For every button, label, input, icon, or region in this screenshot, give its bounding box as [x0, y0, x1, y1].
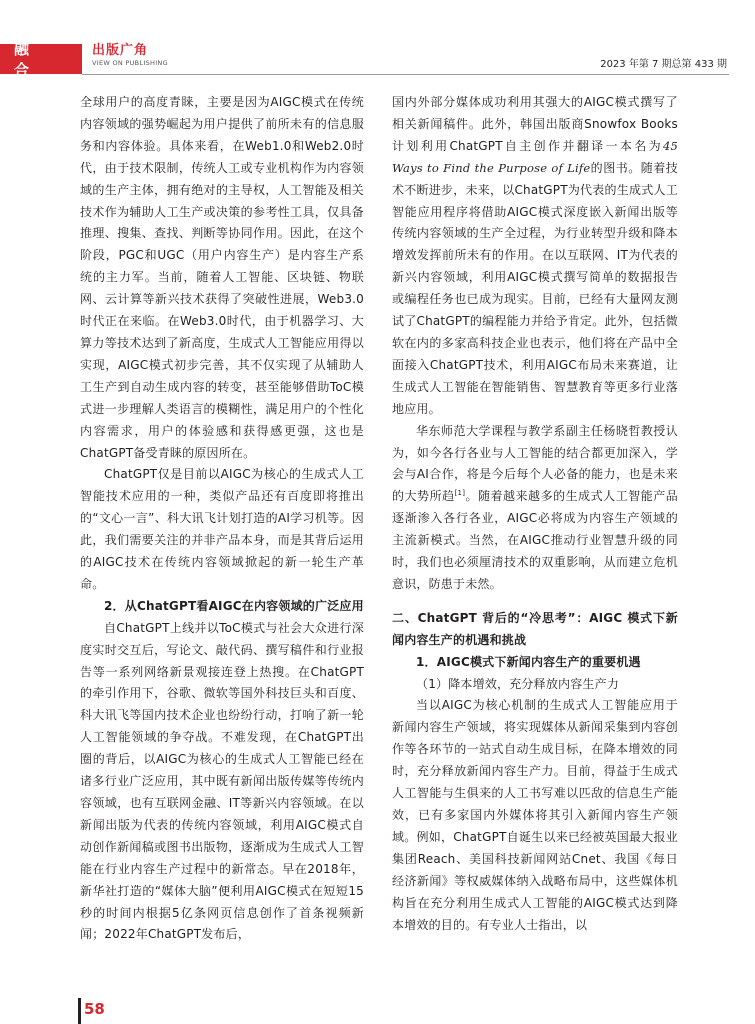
paragraph: 全球用户的高度青睐，主要是因为AIGC模式在传统内容领域的强势崛起为用户提供了前所未有的信息服务和内容体验。具体来看，在Web1.0和Web2.0时代，由于技术限制，传统人工或专业机构作为内容领域的生产主体，拥有绝对的主导权，人工智能及相关技术作为辅助人工生产或决策的参考性工具，仅具备推理、搜集、查找、判断等协同作用。因此，在这个阶段，PGC和UGC（用户内容生产）是内容生产系统的主力军。当前，随着人工智能、区块链、物联网、云计算等新兴技术获得了突破性进展，Web3.0时代正在来临。在Web3.0时代，由于机器学习、大算力等技术达到了新高度，生成式人工智能应用得以实现，AIGC模式初步完善，其不仅实现了从辅助人工生产到自动生成内容的转变，甚至能够借助ToC模式进一步理解人类语言的模糊性，满足用户的个性化内容需求，用户的体验感和获得感更强，这也是ChatGPT备受青睐的原因所在。: [80, 95, 364, 460]
journal-brand: [92, 43, 168, 68]
paragraph: 当以AIGC为核心机制的生成式人工智能应用于新闻内容生产领域，将实现媒体从新闻采集到内容创作等各环节的一站式自动生成目标，在降本增效的同时，充分释放新闻内容生产力。目前，得益于生成式人工智能与生俱来的人工书写难以匹敌的信息生产能效，已有多家国内外媒体将其引入新闻内容生产领域。例如，ChatGPT自诞生以来已经被英国最大报业集团Reach、美国科技新闻网站Cnet、我国《每日经济新闻》等权威媒体纳入战略布局中，这些媒体机构旨在充分利用生成式人工智能的AIGC模式达到降本增效的目的。有专业人士指出，以: [392, 698, 678, 932]
paragraph: 华东师范大学课程与教学系副主任杨晓哲教授认为，如今各行各业与人工智能的结合都更加深入，学会与AI合作，将是今后每个人必备的能力，也是未来的大势所趋[1]。随着越来越多的生成式人工智能产品逐渐渗入各行各业，AIGC必将成为内容生产领域的主流新模式。当然，在AIGC推动行业智慧升级的同时，我们也必须厘清技术的双重影响，从而建立危机意识，防患于未然。: [392, 423, 678, 591]
paragraph: 国内外部分媒体成功利用其强大的AIGC模式撰写了相关新闻稿件。此外，韩国出版商Snowfox Books计划利用ChatGPT自主创作并翻译一本名为45 Ways to Find the Purpose of Life的图书。随着技术不断进步，未来，以ChatGPT为代表的生成式人工智能应用程序将借助AIGC模式深度嵌入新闻出版等传统内容领域的生产全过程，为行业转型升级和降本增效发挥前所未有的作用。在以互联网、IT为代表的新兴内容领域，利用AIGC模式撰写简单的数据报告或编程任务也已成为现实。目前，已经有大量网友测试了ChatGPT的编程能力并给予肯定。此外，包括微软在内的多家高科技企业也表示，他们将在产品中全面接入ChatGPT技术，利用AIGC布局未来赛道，让生成式人工智能在智能销售、智慧教育等更多行业落地应用。: [392, 95, 678, 416]
page-header: [0, 0, 755, 80]
section-tag: 融 合: [0, 44, 82, 74]
paragraph: 自ChatGPT上线并以ToC模式与社会大众进行深度实时交互后，写论文、敲代码、撰写稿件和行业报告等一系列网络新景观接连登上热搜。在ChatGPT的牵引作用下，谷歌、微软等国外科技巨头和百度、科大讯飞等国内技术企业也纷纷行动，打响了新一轮人工智能领域的争夺战。不难发现，在ChatGPT出圈的背后，以AIGC为核心的生成式人工智能已经在诸多行业广泛应用，其中既有新闻出版传媒等传统内容领域，也有互联网金融、IT等新兴内容领域。在以新闻出版为代表的传统内容领域，利用AIGC模式自动创作新闻稿或图书出版物，逐渐成为生成式人工智能在行业内容生产过程中的新常态。早在2018年，新华社打造的“媒体大脑”便利用AIGC模式在短短15秒的时间内根据5亿条网页信息创作了首条视频新闻；2022年ChatGPT发布后，: [80, 620, 364, 942]
spacer: [392, 596, 678, 608]
footer-marker: [78, 998, 81, 1024]
page-number: 58: [84, 1000, 105, 1018]
right-column: [392, 92, 678, 936]
header-divider: [82, 74, 729, 75]
journal-name: 出版广角: [92, 43, 149, 58]
paragraph: ChatGPT仅是目前以AIGC为核心的生成式人工智能技术应用的一种，类似产品还有百度即将推出的“文心一言”、科大讯飞计划打造的AI学习机等。因此，我们需要关注的并非产品本身，而是其背后运用的AIGC技术在传统内容领域掀起的新一轮生产革命。: [80, 467, 364, 591]
reference-mark: [1]: [454, 489, 466, 498]
sub-subheading: （1）降本增效，充分释放内容生产力: [416, 676, 620, 691]
section-heading: 二、ChatGPT 背后的“冷思考”：AIGC 模式下新闻内容生产的机遇和挑战: [392, 610, 678, 647]
subheading: 2．从ChatGPT看AIGC在内容领域的广泛应用: [104, 598, 364, 613]
issue-info: 2023 年第 7 期总第 433 期: [600, 59, 727, 70]
left-column: [80, 92, 364, 946]
subheading: 1．AIGC模式下新闻内容生产的重要机遇: [416, 654, 641, 669]
journal-name-en: VIEW ON PUBLISHING: [92, 59, 168, 67]
book-title: 45 Ways to Find the Purpose of Life: [392, 138, 678, 175]
